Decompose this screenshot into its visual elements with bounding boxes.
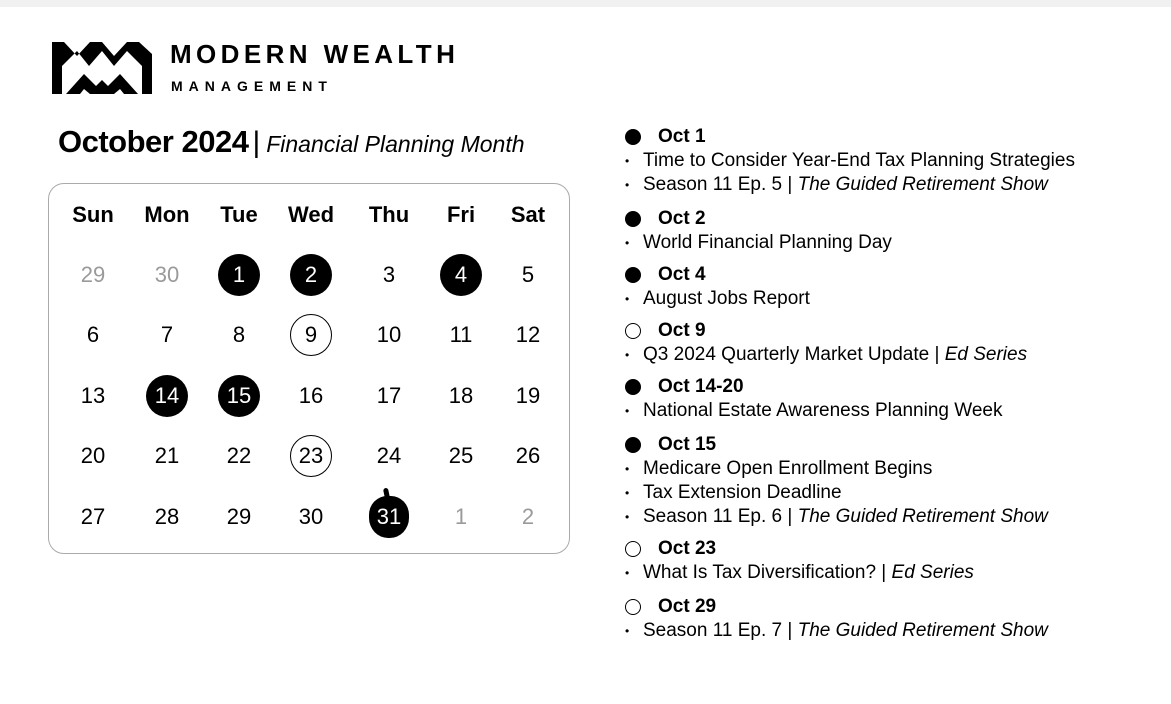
event-date: Oct 14-20	[658, 376, 744, 397]
calendar-day[interactable]: 15	[218, 375, 260, 417]
calendar-day[interactable]: 18	[448, 383, 474, 408]
event-date: Oct 4	[658, 264, 706, 285]
event-item	[624, 343, 1164, 367]
event-date: Oct 9	[658, 320, 706, 341]
calendar-day[interactable]: 20	[80, 443, 106, 468]
logo-mark-icon	[52, 42, 152, 94]
event-item-text: Medicare Open Enrollment Begins	[643, 458, 933, 479]
calendar-day[interactable]: 27	[80, 504, 106, 529]
open-circle-icon	[625, 541, 641, 557]
top-bar	[0, 0, 1171, 7]
event-date: Oct 23	[658, 538, 717, 559]
calendar-day[interactable]: 31	[369, 496, 409, 538]
calendar-day[interactable]: 9	[290, 314, 332, 356]
event-series-title: The Guided Retirement Show	[797, 506, 1048, 527]
filled-circle-icon	[625, 267, 641, 283]
calendar-day[interactable]: 24	[376, 443, 402, 468]
calendar-day[interactable]: 2	[521, 504, 535, 529]
calendar-day[interactable]: 28	[154, 504, 180, 529]
calendar-day[interactable]: 7	[160, 322, 174, 347]
weekday-header: Wed	[287, 202, 335, 227]
month-title: October 2024	[58, 124, 249, 159]
calendar-day[interactable]: 8	[232, 322, 246, 347]
brand-name: MODERN WEALTH	[170, 39, 460, 69]
calendar-day[interactable]: 25	[448, 443, 474, 468]
event-item-text: Season 11 Ep. 6 |	[643, 506, 798, 527]
calendar-day[interactable]: 19	[515, 383, 541, 408]
calendar-day[interactable]: 5	[521, 262, 535, 287]
event-date-row	[624, 207, 1164, 231]
calendar-day[interactable]: 22	[226, 443, 252, 468]
event-item	[624, 561, 1164, 585]
event-date-row	[624, 125, 1164, 149]
brand-subtitle: MANAGEMENT	[171, 78, 333, 94]
event-date: Oct 29	[658, 596, 717, 617]
page-title	[58, 124, 525, 160]
event-item-text: Tax Extension Deadline	[643, 482, 842, 503]
event-date-row	[624, 319, 1164, 343]
event-item	[624, 149, 1164, 173]
calendar-day[interactable]: 1	[218, 254, 260, 296]
calendar-day[interactable]: 29	[226, 504, 252, 529]
event-date: Oct 2	[658, 208, 706, 229]
calendar-day[interactable]: 12	[515, 322, 541, 347]
filled-circle-icon	[625, 211, 641, 227]
event-list	[624, 125, 1164, 643]
event-item	[624, 481, 1164, 505]
calendar-day[interactable]: 16	[298, 383, 324, 408]
event-date-row	[624, 433, 1164, 457]
event-series-title: Ed Series	[944, 344, 1028, 365]
event-series-title: The Guided Retirement Show	[797, 620, 1048, 641]
filled-circle-icon	[625, 379, 641, 395]
weekday-header: Thu	[368, 202, 410, 227]
event-item	[624, 619, 1164, 643]
weekday-header: Sun	[72, 202, 114, 227]
event-item-text: National Estate Awareness Planning Week	[643, 400, 1003, 421]
calendar-day[interactable]: 1	[454, 504, 468, 529]
event-date-row	[624, 263, 1164, 287]
weekday-header: Tue	[220, 202, 258, 227]
calendar-day[interactable]: 21	[154, 443, 180, 468]
calendar-day[interactable]: 30	[154, 262, 180, 287]
calendar-day[interactable]: 11	[449, 322, 473, 347]
event-item	[624, 287, 1164, 311]
calendar-day[interactable]: 23	[290, 435, 332, 477]
calendar-day[interactable]: 3	[382, 262, 396, 287]
event-item	[624, 231, 1164, 255]
calendar-day[interactable]: 26	[515, 443, 541, 468]
calendar-day[interactable]: 29	[80, 262, 106, 287]
event-series-title: Ed Series	[891, 562, 974, 583]
filled-circle-icon	[625, 437, 641, 453]
filled-circle-icon	[625, 129, 641, 145]
calendar-day[interactable]: 6	[86, 322, 100, 347]
calendar-grid	[48, 183, 570, 554]
event-item	[624, 399, 1164, 423]
event-item-text: What Is Tax Diversification? |	[643, 562, 892, 583]
event-item-text: Time to Consider Year-End Tax Planning Strategies	[643, 150, 1075, 171]
weekday-header: Sat	[510, 202, 546, 227]
calendar-day[interactable]: 4	[440, 254, 482, 296]
event-series-title: The Guided Retirement Show	[797, 174, 1048, 195]
event-date: Oct 15	[658, 434, 717, 455]
calendar-day[interactable]: 17	[376, 383, 402, 408]
event-date-row	[624, 375, 1164, 399]
event-item-text: Season 11 Ep. 5 |	[643, 174, 798, 195]
calendar-day[interactable]: 10	[376, 322, 402, 347]
brand-logo	[52, 40, 492, 100]
calendar-day[interactable]: 13	[80, 383, 106, 408]
event-date-row	[624, 595, 1164, 619]
month-theme: Financial Planning Month	[266, 131, 525, 157]
calendar-day[interactable]: 14	[146, 375, 188, 417]
event-item-text: World Financial Planning Day	[643, 232, 892, 253]
event-item	[624, 457, 1164, 481]
calendar-day[interactable]: 2	[290, 254, 332, 296]
event-item-text: August Jobs Report	[643, 288, 810, 309]
open-circle-icon	[625, 599, 641, 615]
open-circle-icon	[625, 323, 641, 339]
title-separator: |	[252, 126, 261, 159]
event-item	[624, 505, 1164, 529]
event-item-text: Q3 2024 Quarterly Market Update |	[643, 344, 945, 365]
calendar-day[interactable]: 30	[298, 504, 324, 529]
event-item	[624, 173, 1164, 197]
event-item-text: Season 11 Ep. 7 |	[643, 620, 798, 641]
event-date: Oct 1	[658, 126, 706, 147]
event-date-row	[624, 537, 1164, 561]
weekday-header: Mon	[144, 202, 190, 227]
weekday-header: Fri	[446, 202, 476, 227]
